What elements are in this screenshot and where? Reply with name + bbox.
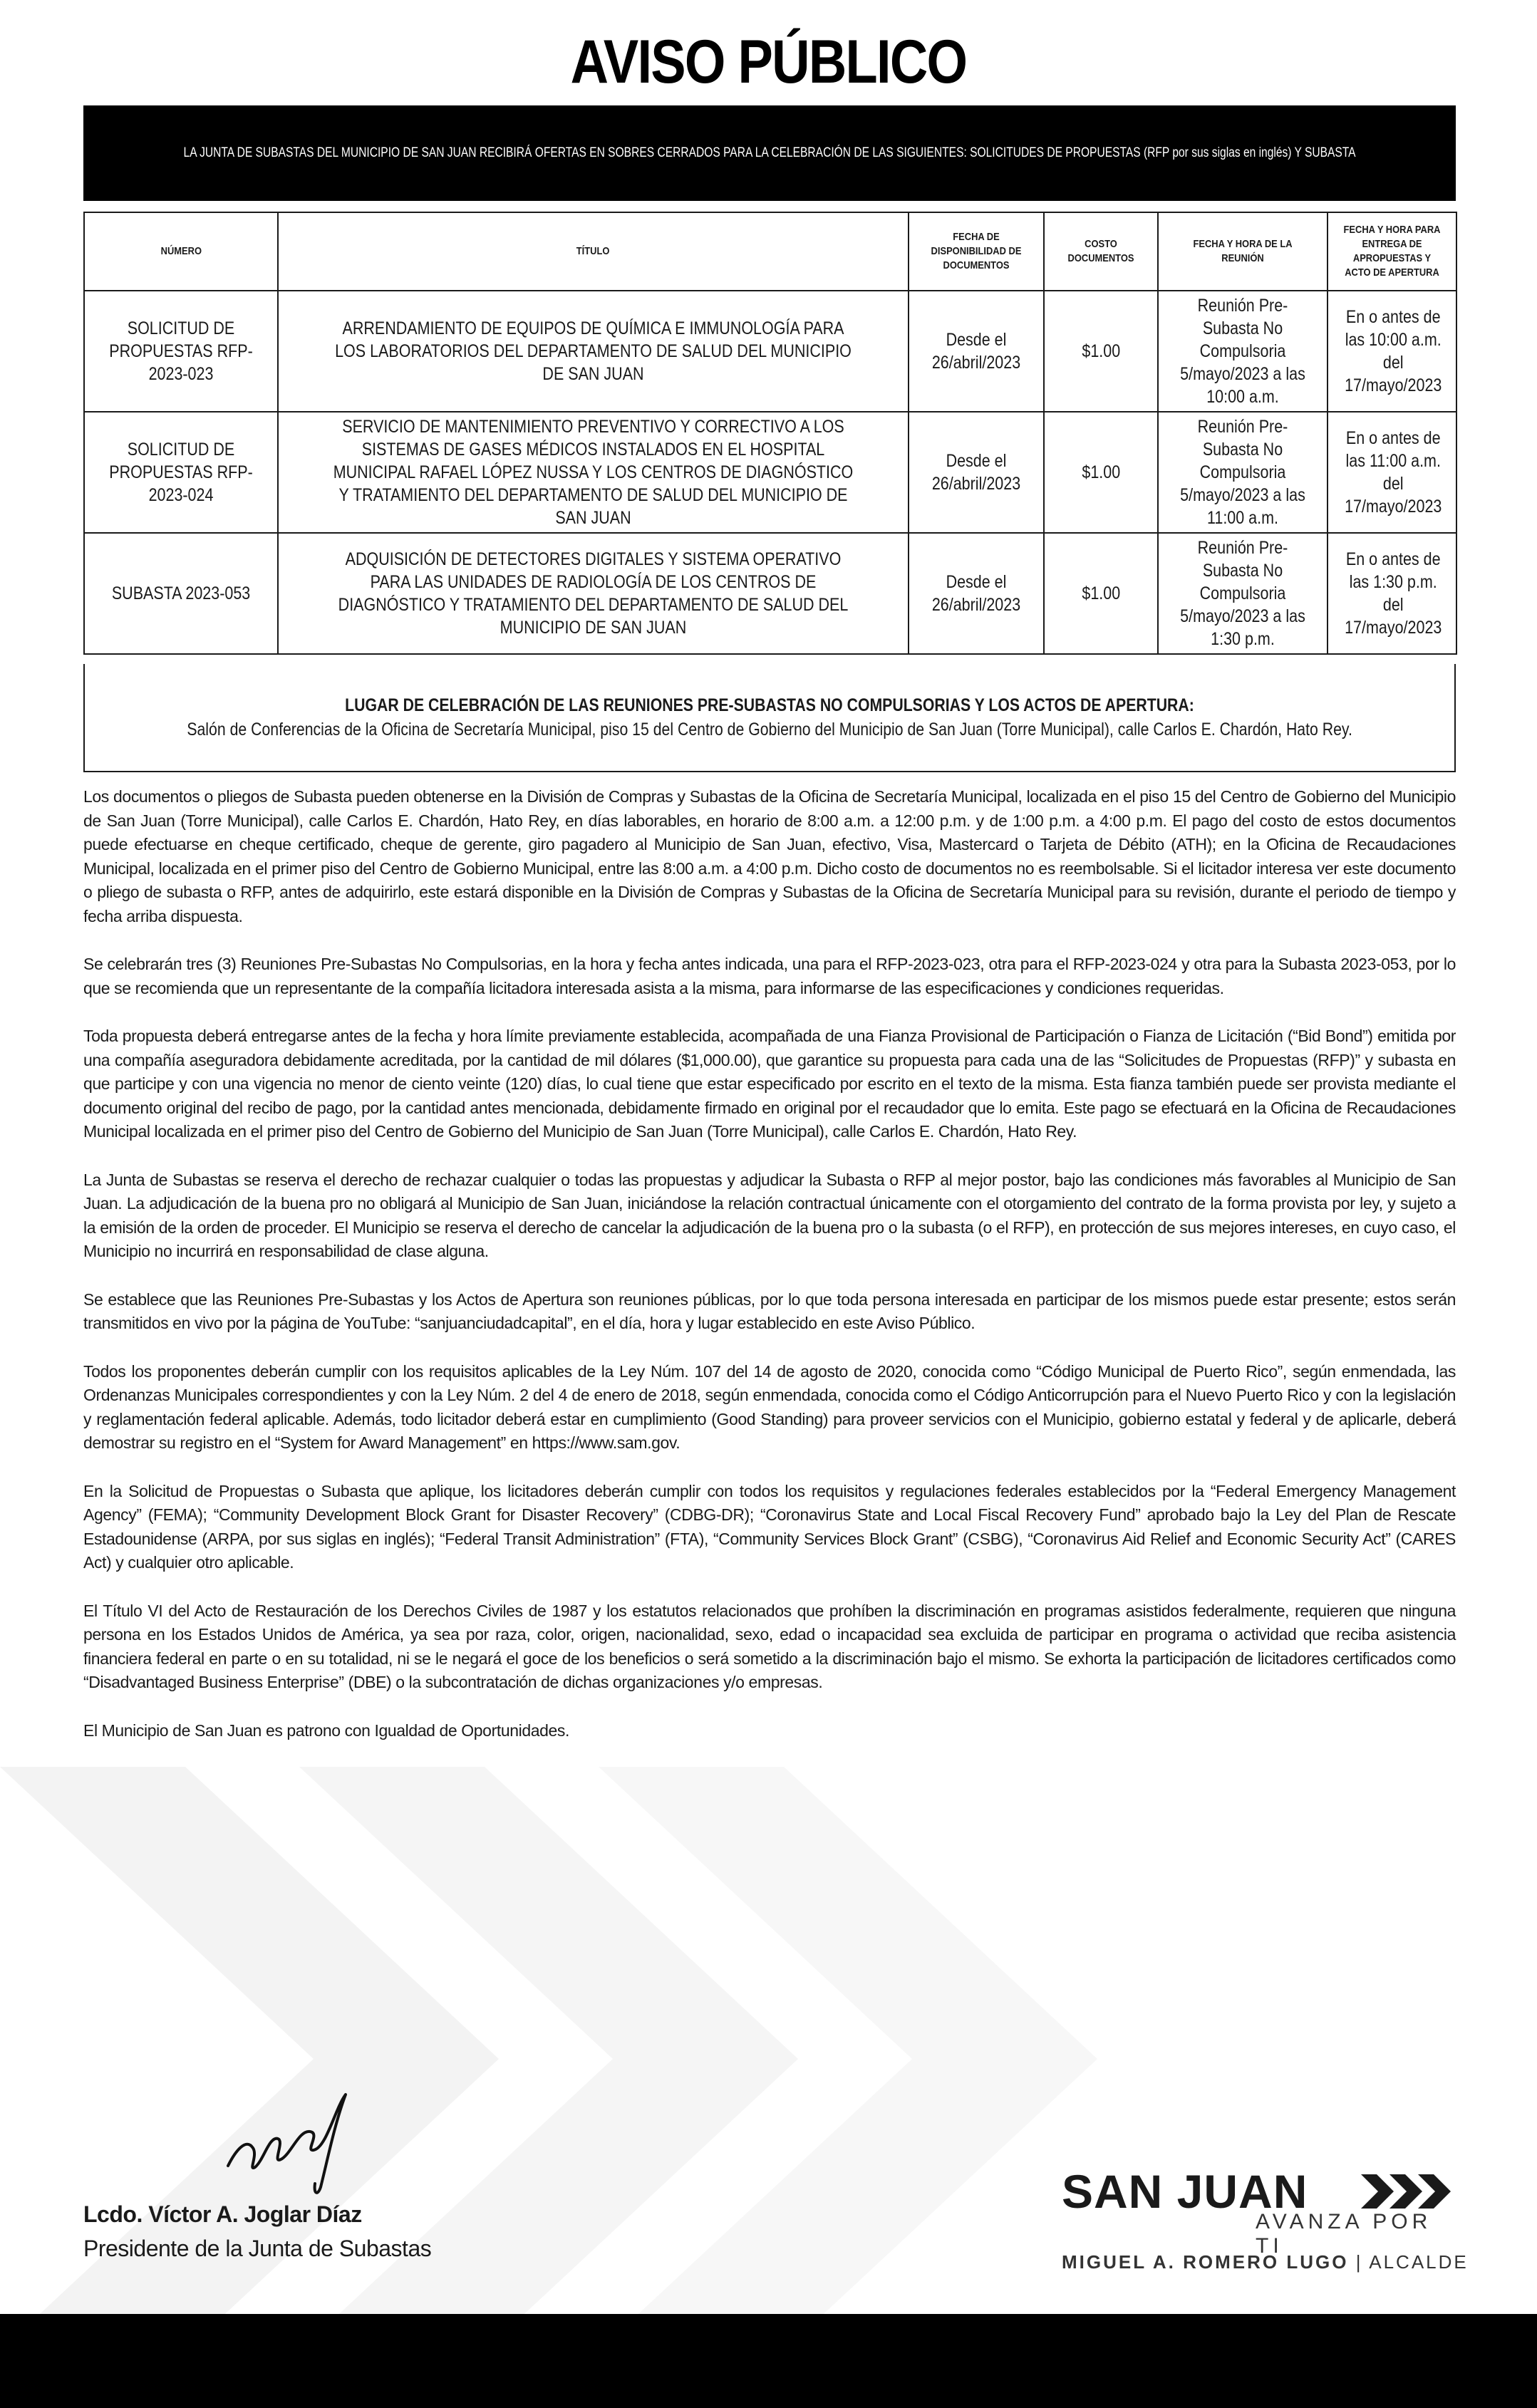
paragraph-rights: La Junta de Subastas se reserva el derecho de rechazar cualquier o todas las propuestas y adjudicar la Subasta o RFP al mejor postor, bajo las condiciones más favorables al Municipio de San Juan. La adjudicación de la buena pro no obligará al Municipio de San Juan, iniciándose la relación contractual únicamente con el otorgamiento del contrato de la forma provista por ley, y sujeto a la emisión de la orden de proceder. El Municipio se reserva el derecho de cancelar la adjudicación de la buena pro o la subasta (o el RFP), en protección de sus mejores intereses, en cuyo caso, el Municipio no incurrirá en responsabilidad de clase alguna.: [83, 1170, 1456, 1260]
paragraph-equal-opportunity: El Municipio de San Juan es patrono con Igualdad de Oportunidades.: [83, 1721, 569, 1740]
cell-fecha: Desde el 26/abril/2023: [909, 291, 1044, 412]
paragraph-pre-subastas: Se celebrarán tres (3) Reuniones Pre-Subastas No Compulsorias, en la hora y fecha antes indicada, una para el RFP-2023-023, otra para el RFP-2023-024 y otra para la Subasta 2023-053, por lo que se recomienda que un representante de la compañía licitadora interesada asista a la misma, para informarse de las especificaciones y condiciones requeridas.: [83, 955, 1456, 997]
cell-entrega: En o antes de las 11:00 a.m. del 17/mayo/2023: [1328, 412, 1456, 533]
table-row: [84, 412, 1456, 533]
logo-tagline: AVANZA POR TI: [1256, 2210, 1432, 2258]
header-titulo: TÍTULO: [278, 212, 909, 291]
mayor-line: [1062, 2251, 1469, 2273]
cell-costo: $1.00: [1044, 412, 1158, 533]
san-juan-logo: [1062, 2164, 1469, 2273]
venue-text: Salón de Conferencias de la Oficina de Secretaría Municipal, piso 15 del Centro de Gobierno del Municipio de San Juan (Torre Municipal), calle Carlos E. Chardón, Hato Rey.: [187, 720, 1352, 739]
mayor-name: MIGUEL A. ROMERO LUGO: [1062, 2251, 1349, 2273]
signature-image: [214, 2080, 371, 2201]
signatory-name: Lcdo. Víctor A. Joglar Díaz: [83, 2201, 362, 2227]
venue-box: [83, 664, 1456, 772]
cell-fecha: Desde el 26/abril/2023: [909, 412, 1044, 533]
paragraph-public-meetings: Se establece que las Reuniones Pre-Subastas y los Actos de Apertura son reuniones públicas, por lo que toda persona interesada en participar de los mismos puede estar presente; estos serán transmitidos en vivo por la página de YouTube: “sanjuanciudadcapital”, en el día, hora y lugar establecido en este Aviso Público.: [83, 1289, 1456, 1332]
header-entrega: FECHA Y HORA PARA ENTREGA DE APROPUESTAS Y ACTO DE APERTURA: [1328, 212, 1456, 291]
mayor-separator: |: [1355, 2251, 1363, 2273]
table-row: [84, 291, 1456, 412]
paragraph-title-vi: El Título VI del Acto de Restauración de los Derechos Civiles de 1987 y los estatutos relacionados que prohíben la discriminación en programas asistidos federalmente, requieren que ninguna persona en los Estados Unidos de América, ya sea por raza, color, origen, nacionalidad, sexo, edad o incapacidad sea excluida de participar en programa o actividad que reciba asistencia financiera federal en parte o en su totalidad, ni se le negará el goce de los beneficios o será sometido a la discriminación bajo el mismo. Se exhorta la participación de licitadores certificados como “Disadvantaged Business Enterprise” (DBE) o la subcontratación de dichas organizaciones y/o empresas.: [83, 1601, 1456, 1691]
mayor-title: ALCALDE: [1369, 2251, 1469, 2273]
cell-reunion: Reunión Pre-Subasta No Compulsoria 5/mayo/2023 a las 11:00 a.m.: [1158, 412, 1328, 533]
cell-reunion: Reunión Pre-Subasta No Compulsoria 5/mayo/2023 a las 1:30 p.m.: [1158, 533, 1328, 654]
cell-titulo: SERVICIO DE MANTENIMIENTO PREVENTIVO Y CORRECTIVO A LOS SISTEMAS DE GASES MÉDICOS INSTALADOS EN EL HOSPITAL MUNICIPAL RAFAEL LÓPEZ NUSSA Y LOS CENTROS DE DIAGNÓSTICO Y TRATAMIENTO DEL DEPARTAMENTO DE SALUD DEL MUNICIPIO DE SAN JUAN: [278, 412, 909, 533]
page-title: AVISO PÚBLICO: [570, 28, 967, 96]
cell-entrega: En o antes de las 10:00 a.m. del 17/mayo/2023: [1328, 291, 1456, 412]
cell-numero: SUBASTA 2023-053: [84, 533, 278, 654]
cell-costo: $1.00: [1044, 291, 1158, 412]
notice-body: [83, 785, 1456, 1767]
paragraph-requirements: Todos los proponentes deberán cumplir con los requisitos aplicables de la Ley Núm. 107 del 14 de agosto de 2020, conocida como “Código Municipal de Puerto Rico”, según enmendada, las Ordenanzas Municipales correspondientes y con la Ley Núm. 2 del 4 de enero de 2018, según enmendada, conocida como el Código Anticorrupción para el Nuevo Puerto Rico y con la legislación y reglamentación federal aplicable. Además, todo licitador deberá estar en cumplimiento (Good Standing) para proveer servicios con el Municipio, gobierno estatal y federal y de aplicarle, deberá demostrar su registro en el “System for Award Management” en https://www.sam.gov.: [83, 1361, 1456, 1452]
cell-entrega: En o antes de las 1:30 p.m. del 17/mayo/2023: [1328, 533, 1456, 654]
cell-costo: $1.00: [1044, 533, 1158, 654]
table-header-row: [84, 212, 1456, 291]
signatory-role: Presidente de la Junta de Subastas: [83, 2236, 432, 2261]
cell-fecha: Desde el 26/abril/2023: [909, 533, 1044, 654]
paragraph-bid-bond: Toda propuesta deberá entregarse antes de la fecha y hora límite previamente establecida, acompañada de una Fianza Provisional de Participación o Fianza de Licitación (“Bid Bond”) emitida por una compañía aseguradora debidamente acreditada, por la cantidad de mil dólares ($1,000.00), que garantice su propuesta para cada una de las “Solicitudes de Propuestas (RFP)” y subasta en que participe y con una vigencia no menor de ciento veinte (120) días, lo cual tiene que estar especificado por escrito en el texto de la misma. Esta fianza también puede ser provista mediante el documento original del recibo de pago, por la cantidad antes mencionada, debidamente firmado en original por el recaudador que lo emita. Este pago se efectuará en la Oficina de Recaudaciones Municipal localizada en el primer piso del Centro de Gobierno del Municipio de San Juan (Torre Municipal), calle Carlos E. Chardón, Hato Rey.: [83, 1027, 1456, 1141]
header-numero: NÚMERO: [84, 212, 278, 291]
table-row: [84, 533, 1456, 654]
cell-titulo: ARRENDAMIENTO DE EQUIPOS DE QUÍMICA E IMMUNOLOGÍA PARA LOS LABORATORIOS DEL DEPARTAMENTO DE SALUD DEL MUNICIPIO DE SAN JUAN: [278, 291, 909, 412]
venue-heading: LUGAR DE CELEBRACIÓN DE LAS REUNIONES PRE-SUBASTAS NO COMPULSORIAS Y LOS ACTOS DE APERTURA:: [345, 695, 1194, 715]
paragraph-documents: Los documentos o pliegos de Subasta pueden obtenerse en la División de Compras y Subastas de la Oficina de Secretaría Municipal, localizada en el piso 15 del Centro de Gobierno del Municipio de San Juan (Torre Municipal), calle Carlos E. Chardón, Hato Rey, en días laborables, en horario de 8:00 a.m. a 12:00 p.m. y de 1:00 p.m. a 4:00 p.m. El pago del costo de estos documentos puede efectuarse en cheque certificado, cheque de gerente, giro pagadero al Municipio de San Juan, efectivo, Visa, Mastercard o Tarjeta de Débito (ATH); en la Oficina de Recaudaciones Municipal, localizada en el primer piso del Centro de Gobierno Municipal, entre las 8:00 a.m. a 4:00 p.m. Dicho costo de documentos no es reembolsable. Si el licitador interesa ver este documento o pliego de subasta o RFP, antes de adquirirlo, este estará disponible en la División de Compras y Subastas de la Oficina de Secretaría Municipal para su revisión, durante el periodo de tiempo y fecha arriba dispuesta.: [83, 787, 1456, 925]
logo-name: SAN JUAN: [1062, 2165, 1308, 2218]
intro-banner-text: LA JUNTA DE SUBASTAS DEL MUNICIPIO DE SAN JUAN RECIBIRÁ OFERTAS EN SOBRES CERRADOS PARA LA CELEBRACIÓN DE LAS SIGUIENTES: SOLICITUDES DE PROPUESTAS (RFP por sus siglas en inglés) Y SUBASTA: [183, 145, 1356, 160]
cell-numero: SOLICITUD DE PROPUESTAS RFP-2023-024: [84, 412, 278, 533]
cell-reunion: Reunión Pre-Subasta No Compulsoria 5/mayo/2023 a las 10:00 a.m.: [1158, 291, 1328, 412]
rfp-table: [83, 212, 1457, 655]
cell-numero: SOLICITUD DE PROPUESTAS RFP-2023-023: [84, 291, 278, 412]
header-reunion: FECHA Y HORA DE LA REUNIÓN: [1158, 212, 1328, 291]
triple-chevron-icon: [1361, 2174, 1468, 2209]
header-costo: COSTO DOCUMENTOS: [1044, 212, 1158, 291]
header-fecha-disponibilidad: FECHA DE DISPONIBILIDAD DE DOCUMENTOS: [909, 212, 1044, 291]
paragraph-federal: En la Solicitud de Propuestas o Subasta que aplique, los licitadores deberán cumplir con todos los requisitos y regulaciones federales establecidos por la “Federal Emergency Management Agency” (FEMA); “Community Development Block Grant for Disaster Recovery” (CDBG-DR); “Coronavirus State and Local Fiscal Recovery Fund” aprobado bajo la Ley del Plan de Rescate Estadounidense (ARPA, por sus siglas en inglés); “Federal Transit Administration” (FTA), “Community Services Block Grant” (CSBG), “Coronavirus Aid Relief and Economic Security Act” (CARES Act) y cualquier otro aplicable.: [83, 1481, 1456, 1572]
intro-banner: [83, 105, 1456, 201]
cell-titulo: ADQUISICIÓN DE DETECTORES DIGITALES Y SISTEMA OPERATIVO PARA LAS UNIDADES DE RADIOLOGÍA DE LOS CENTROS DE DIAGNÓSTICO Y TRATAMIENTO DEL DEPARTAMENTO DE SALUD DEL MUNICIPIO DE SAN JUAN: [278, 533, 909, 654]
